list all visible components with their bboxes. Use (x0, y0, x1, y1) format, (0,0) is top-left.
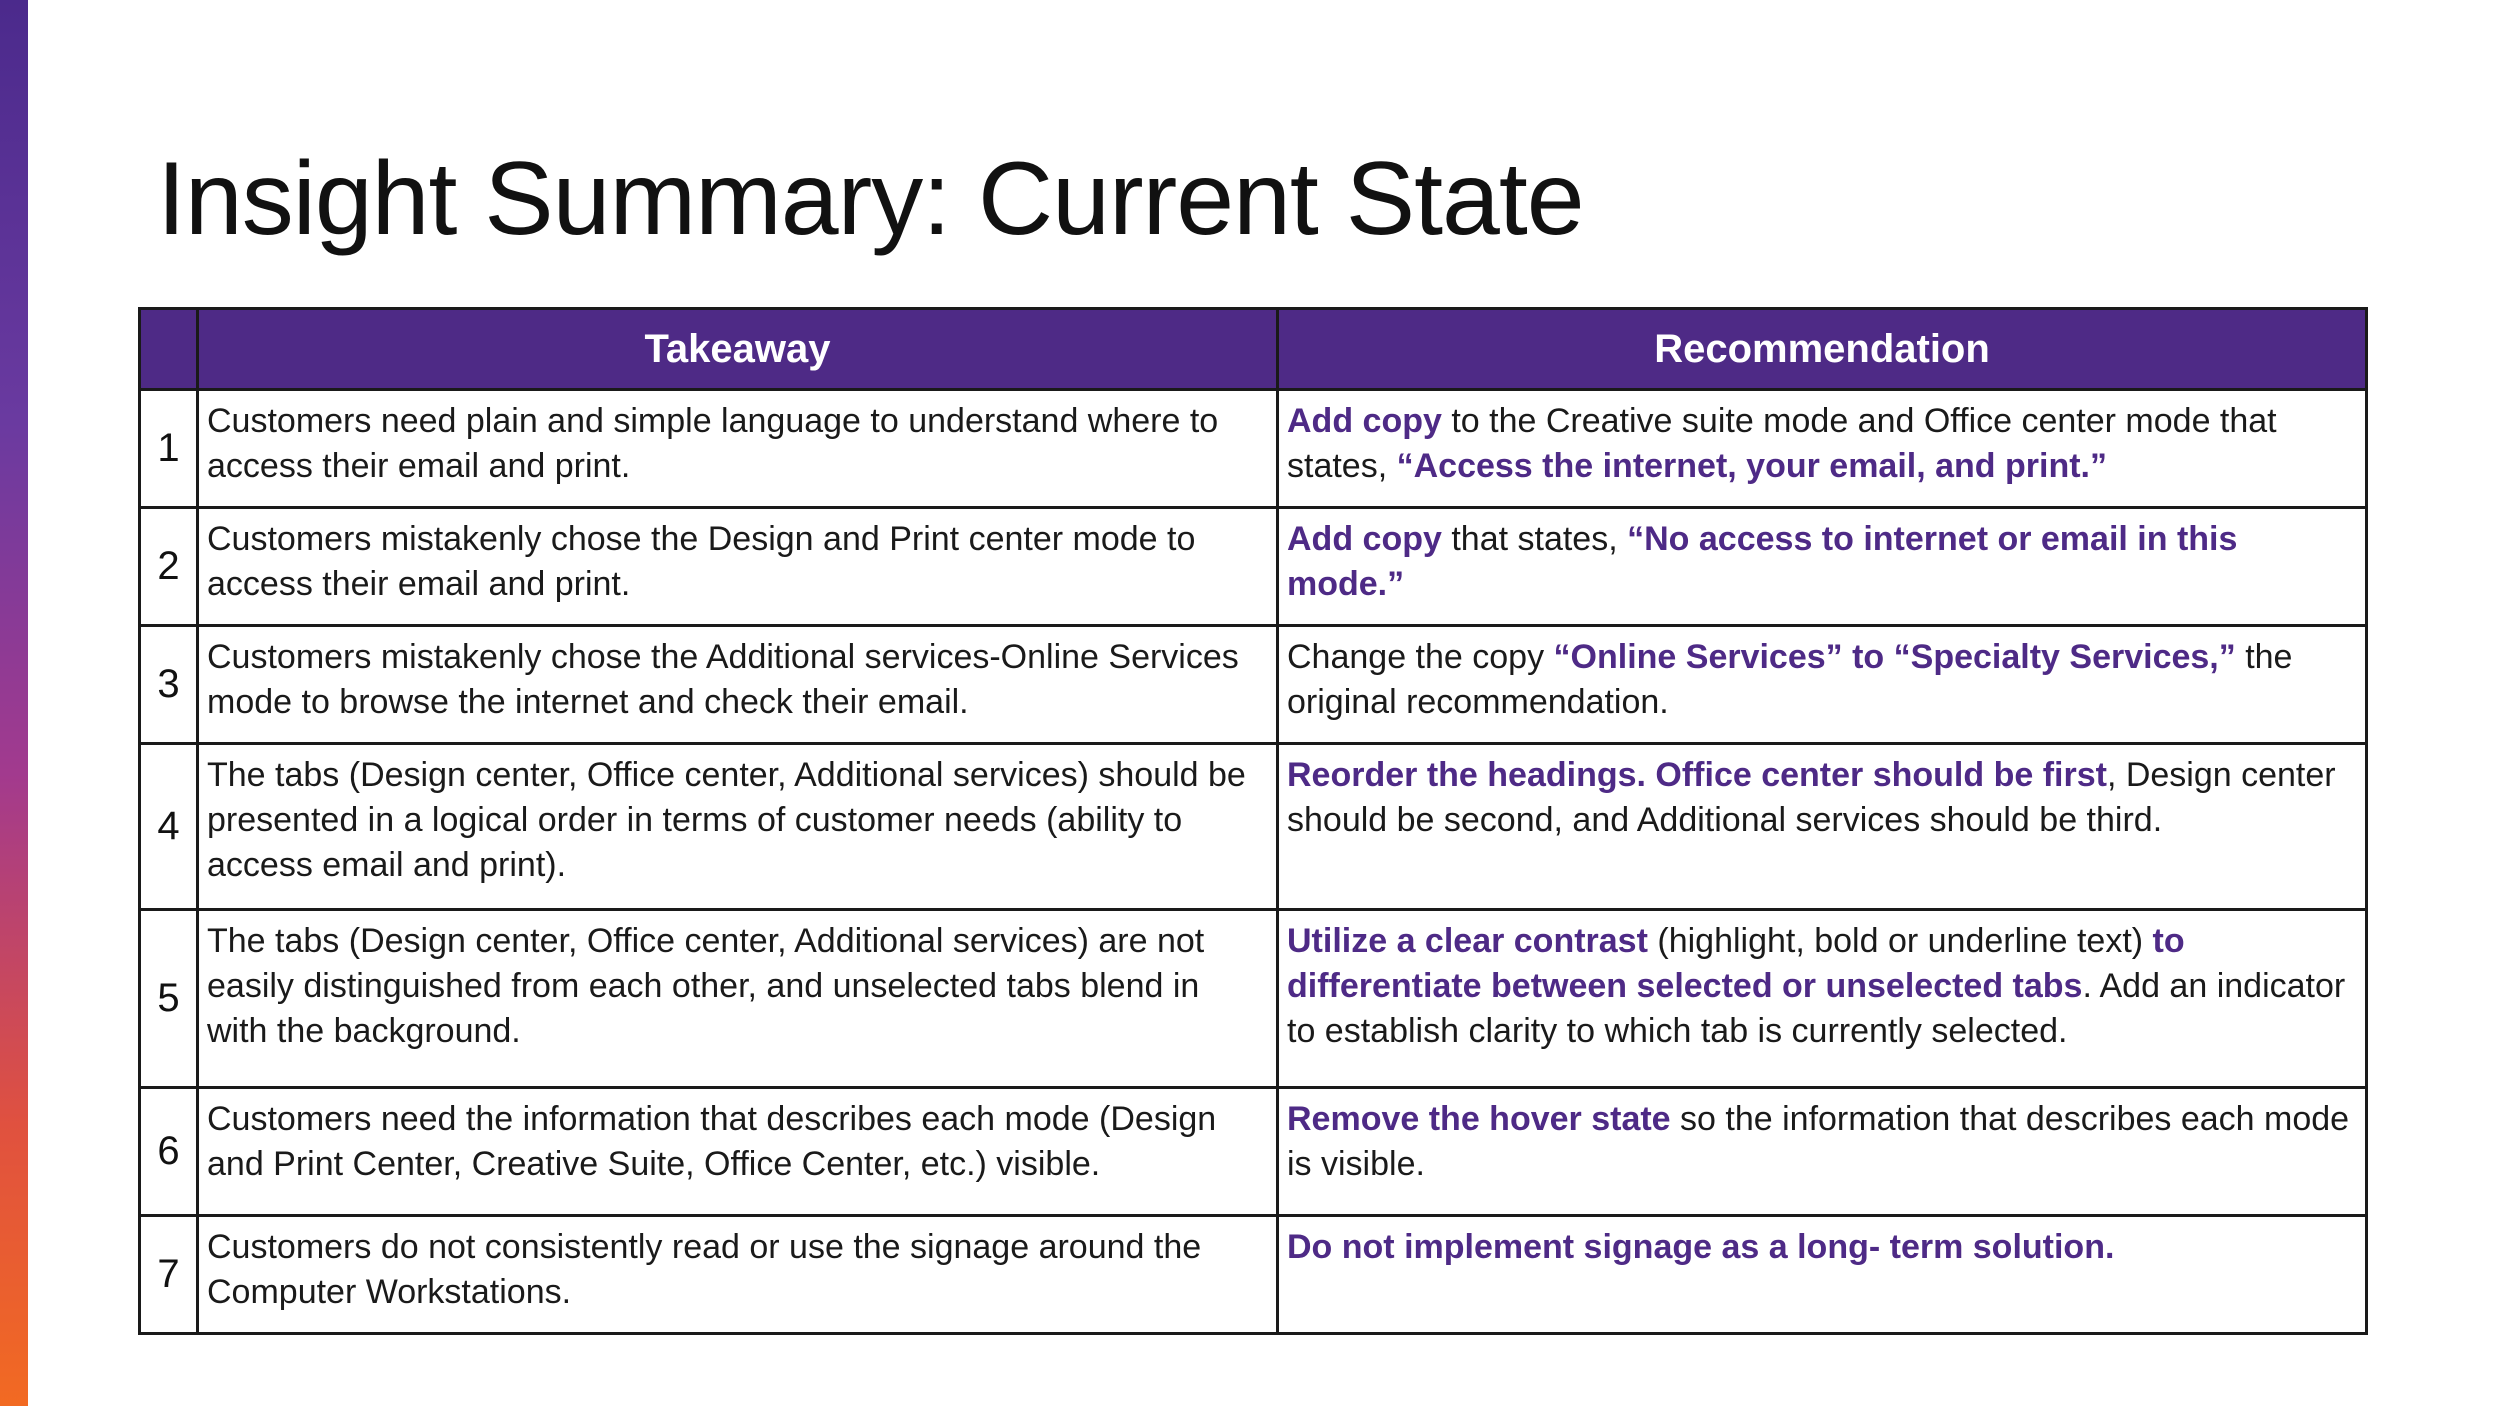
recommendation-cell (1278, 910, 2367, 1088)
highlighted-text: Add copy (1287, 520, 1442, 558)
insight-summary-table (138, 307, 2368, 1335)
takeaway-cell: Customers mistakenly chose the Additional services-Online Services mode to browse the internet and check their email. (198, 626, 1278, 744)
plain-text: that states, (1441, 520, 1628, 558)
recommendation-cell (1278, 1216, 2367, 1334)
header-takeaway: Takeaway (198, 309, 1278, 390)
table-row (140, 626, 2367, 744)
highlighted-text: “No access to internet or email in this mode.” (1287, 520, 2238, 603)
table-row (140, 390, 2367, 508)
highlighted-text: Remove the hover state (1287, 1100, 1671, 1138)
row-number: 1 (140, 390, 198, 508)
takeaway-cell: The tabs (Design center, Office center, Additional services) should be presented in a logical order in terms of customer needs (ability to access email and print). (198, 744, 1278, 910)
highlighted-text: Do not implement signage as a long- term solution. (1287, 1228, 2115, 1266)
row-number: 5 (140, 910, 198, 1088)
highlighted-text: Add copy (1287, 402, 1442, 440)
highlighted-text: Reorder the headings. Office center should be first (1287, 756, 2107, 794)
recommendation-cell (1278, 508, 2367, 626)
highlighted-text: Utilize a clear contrast (1287, 922, 1648, 960)
takeaway-cell: Customers need the information that describes each mode (Design and Print Center, Creative Suite, Office Center, etc.) visible. (198, 1088, 1278, 1216)
header-number (140, 309, 198, 390)
highlighted-text: to differentiate between selected or unselected tabs (1287, 922, 2185, 1005)
plain-text: . Add an indicator to establish clarity to which tab is currently selected. (1287, 967, 2346, 1050)
plain-text: so the information that describes each mode is visible. (1287, 1100, 2350, 1183)
row-number: 4 (140, 744, 198, 910)
header-recommendation: Recommendation (1278, 309, 2367, 390)
plain-text: , Design center should be second, and Additional services should be third. (1287, 756, 2336, 839)
plain-text: to the Creative suite mode and Office center mode that states, (1287, 402, 2277, 485)
highlighted-text: “Online Services” to “Specialty Services,” (1553, 638, 2236, 676)
row-number: 7 (140, 1216, 198, 1334)
takeaway-cell: The tabs (Design center, Office center, Additional services) are not easily distinguished from each other, and unselected tabs blend in with the background. (198, 910, 1278, 1088)
plain-text: (highlight, bold or underline text) (1647, 922, 2153, 960)
table-row (140, 910, 2367, 1088)
recommendation-cell (1278, 744, 2367, 910)
accent-gradient-bar (0, 0, 28, 1406)
recommendation-cell (1278, 626, 2367, 744)
table-row (140, 744, 2367, 910)
recommendation-cell (1278, 1088, 2367, 1216)
row-number: 3 (140, 626, 198, 744)
slide-title: Insight Summary: Current State (157, 141, 1584, 257)
table-row (140, 1088, 2367, 1216)
recommendation-cell (1278, 390, 2367, 508)
table-row (140, 1216, 2367, 1334)
takeaway-cell: Customers mistakenly chose the Design and Print center mode to access their email and print. (198, 508, 1278, 626)
highlighted-text: “Access the internet, your email, and print.” (1396, 447, 2108, 485)
row-number: 2 (140, 508, 198, 626)
row-number: 6 (140, 1088, 198, 1216)
takeaway-cell: Customers do not consistently read or use the signage around the Computer Workstations. (198, 1216, 1278, 1334)
plain-text: Change the copy (1287, 638, 1554, 676)
table-row (140, 508, 2367, 626)
takeaway-cell: Customers need plain and simple language to understand where to access their email and print. (198, 390, 1278, 508)
plain-text: the original recommendation. (1287, 638, 2293, 721)
table-header-row (140, 309, 2367, 390)
